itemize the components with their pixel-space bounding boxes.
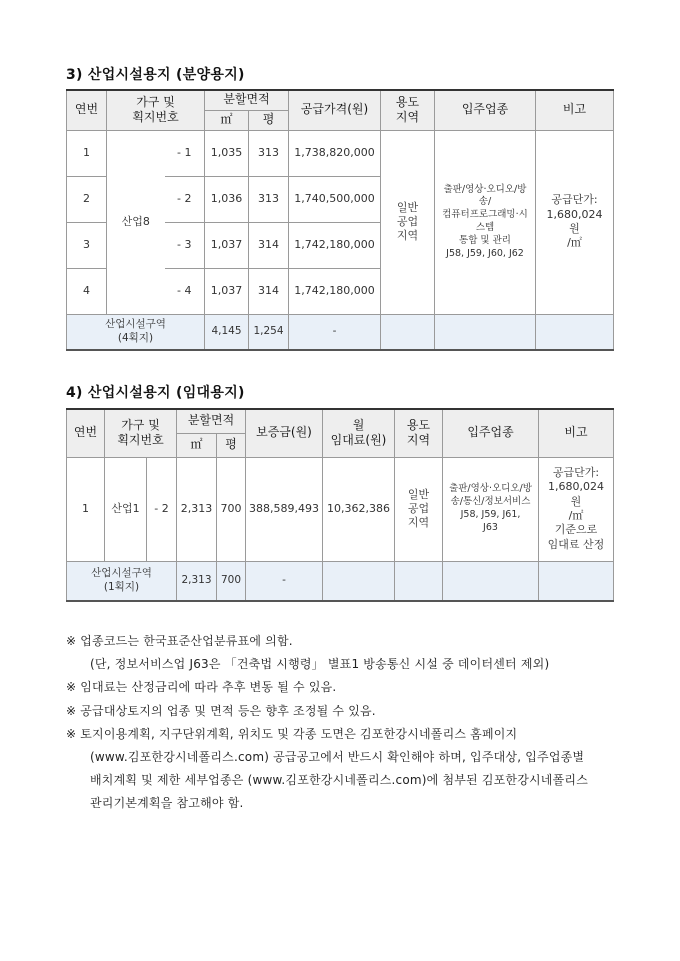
zone-line: 공업 <box>407 501 430 515</box>
total-deposit: - <box>246 561 323 601</box>
header-lot <box>107 90 205 130</box>
row-no: 1 <box>67 457 105 561</box>
header-pyeong: 평 <box>249 110 289 130</box>
header-deposit: 보증금(원) <box>246 409 323 457</box>
remark-line: 원 <box>569 222 580 235</box>
industry-line: 송/통신/정보서비스 <box>450 496 531 508</box>
row-deposit: 388,589,493 <box>246 457 323 561</box>
row-sqm: 2,313 <box>177 457 217 561</box>
row-no: 2 <box>67 176 107 222</box>
industry-line: 컴퓨터프로그래밍·시 <box>442 209 528 221</box>
row-no: 1 <box>67 130 107 176</box>
note-industry-code-exception: (단, 정보서비스업 J63은 「건축법 시행령」 별표1 방송통신 시설 중 데이터센터 제외) <box>90 657 550 671</box>
total-empty <box>536 314 614 350</box>
header-lot-line1: 가구 및 <box>121 417 160 432</box>
note-adjustment: ※ 공급대상토지의 업종 및 면적 등은 향후 조정될 수 있음. <box>66 704 376 718</box>
total-pyeong: 1,254 <box>249 314 289 350</box>
industry-line: J58, J59, J61, <box>460 509 521 520</box>
sale-land-table <box>66 89 614 351</box>
header-pyeong: 평 <box>217 433 246 457</box>
note-plans-line3: 배치계획 및 제한 세부업종은 (www.김포한강시네폴리스.com)에 첨부된 김포한강시네폴리스 <box>90 773 588 787</box>
remark-cell <box>536 130 614 314</box>
row-no: 3 <box>67 222 107 268</box>
industry-line: 스템 <box>475 222 495 233</box>
block-name: 산업8 <box>107 130 165 314</box>
row-price: 1,742,180,000 <box>289 268 381 314</box>
zone-cell <box>395 457 443 561</box>
total-sqm: 4,145 <box>205 314 249 350</box>
remark-line: /㎡ <box>567 236 582 250</box>
industry-line: J63 <box>483 521 498 533</box>
row-pyeong: 314 <box>249 268 289 314</box>
row-pyeong: 314 <box>249 222 289 268</box>
note-plans-line2: (www.김포한강시네폴리스.com) 공급공고에서 반드시 확인해야 하며, 입주대상, 입주업종별 <box>90 750 585 764</box>
header-area: 분할면적 <box>205 90 289 110</box>
header-lot <box>105 409 177 457</box>
header-sqm: ㎡ <box>205 110 249 130</box>
row-lot: - 2 <box>165 176 205 222</box>
zone-cell <box>381 130 435 314</box>
remark-line: 원 <box>570 494 582 508</box>
header-area: 분할면적 <box>177 409 246 433</box>
row-lot: - 1 <box>165 130 205 176</box>
zone-line: 지역 <box>396 229 419 243</box>
remark-line: 기준으로 <box>554 523 598 537</box>
row-no: 4 <box>67 268 107 314</box>
row-pyeong: 313 <box>249 130 289 176</box>
header-rent-line2: 임대료(원) <box>330 433 387 448</box>
remark-line: 1,680,024 <box>548 480 604 494</box>
row-block: 산업1 <box>105 457 147 561</box>
header-zone <box>381 90 435 130</box>
total-empty <box>443 561 539 601</box>
total-empty <box>435 314 536 350</box>
remark-line: 1,680,024 <box>546 207 603 221</box>
industry-line: 통합 및 관리 <box>459 234 511 246</box>
section-4-title: 4) 산업시설용지 (임대용지) <box>66 385 245 401</box>
total-label <box>67 314 205 350</box>
table-row <box>67 457 614 561</box>
header-lot-line1: 가구 및 <box>136 94 175 109</box>
zone-line: 공업 <box>396 214 419 228</box>
row-pyeong: 313 <box>249 176 289 222</box>
total-empty <box>539 561 614 601</box>
total-row <box>67 314 614 350</box>
industry-cell <box>443 457 539 561</box>
note-industry-code: ※ 업종코드는 한국표준산업분류표에 의함. <box>66 634 293 648</box>
lease-land-table <box>66 408 614 602</box>
industry-cell <box>435 130 536 314</box>
total-row <box>67 561 614 601</box>
row-price: 1,738,820,000 <box>289 130 381 176</box>
industry-line: 출판/영상·오디오/방 <box>449 483 532 495</box>
total-label-line1: 산업시설구역 <box>105 318 166 331</box>
total-label <box>67 561 177 601</box>
row-sqm: 1,035 <box>205 130 249 176</box>
row-lot: - 2 <box>147 457 177 561</box>
row-rent: 10,362,386 <box>323 457 395 561</box>
header-industry: 입주업종 <box>435 90 536 130</box>
zone-line: 일반 <box>396 200 419 214</box>
total-empty <box>323 561 395 601</box>
industry-line: J58, J59, J60, J62 <box>446 247 524 259</box>
header-no: 연번 <box>67 409 105 457</box>
total-label-line1: 산업시설구역 <box>91 567 152 580</box>
header-remark: 비고 <box>536 90 614 130</box>
header-sqm: ㎡ <box>177 433 217 457</box>
header-zone-line1: 용도 <box>406 417 431 432</box>
zone-line: 지역 <box>407 516 430 530</box>
total-pyeong: 700 <box>217 561 246 601</box>
header-rent <box>323 409 395 457</box>
total-price: - <box>289 314 381 350</box>
header-price: 공급가격(원) <box>289 90 381 130</box>
row-lot: - 4 <box>165 268 205 314</box>
remark-cell <box>539 457 614 561</box>
row-price: 1,742,180,000 <box>289 222 381 268</box>
header-remark: 비고 <box>539 409 614 457</box>
remark-line: 공급단가: <box>551 193 598 207</box>
row-price: 1,740,500,000 <box>289 176 381 222</box>
zone-line: 일반 <box>407 487 430 501</box>
note-plans: ※ 토지이용계획, 지구단위계획, 위치도 및 각종 도면은 김포한강시네폴리스 홈페이지 <box>66 727 518 741</box>
header-zone-line1: 용도 <box>395 94 420 109</box>
header-zone <box>395 409 443 457</box>
header-rent-line1: 월 <box>352 417 365 432</box>
header-lot-line2: 획지번호 <box>132 110 179 125</box>
row-pyeong: 700 <box>217 457 246 561</box>
remark-line: 공급단가: <box>552 466 600 480</box>
industry-line: 출판/영상·오디오/방 <box>443 183 527 195</box>
row-lot: - 3 <box>165 222 205 268</box>
header-lot-line2: 획지번호 <box>117 433 164 448</box>
remark-line: 임대료 산정 <box>547 537 605 551</box>
header-no: 연번 <box>67 90 107 130</box>
industry-line: 송/ <box>478 196 492 208</box>
note-plans-line4: 관리기본계획을 참고해야 함. <box>90 796 244 810</box>
section-3-title: 3) 산업시설용지 (분양용지) <box>66 67 245 83</box>
total-sqm: 2,313 <box>177 561 217 601</box>
row-sqm: 1,037 <box>205 222 249 268</box>
table-row <box>67 130 614 176</box>
header-industry: 입주업종 <box>443 409 539 457</box>
header-zone-line2: 지역 <box>395 110 420 125</box>
total-label-line2: (1획지) <box>103 580 140 593</box>
row-sqm: 1,036 <box>205 176 249 222</box>
row-sqm: 1,037 <box>205 268 249 314</box>
total-label-line2: (4획지) <box>117 331 154 344</box>
total-empty <box>381 314 435 350</box>
note-rent-change: ※ 임대료는 산정금리에 따라 추후 변동 될 수 있음. <box>66 680 337 694</box>
remark-line: /㎡ <box>568 509 584 522</box>
header-zone-line2: 지역 <box>406 433 431 448</box>
total-empty <box>395 561 443 601</box>
